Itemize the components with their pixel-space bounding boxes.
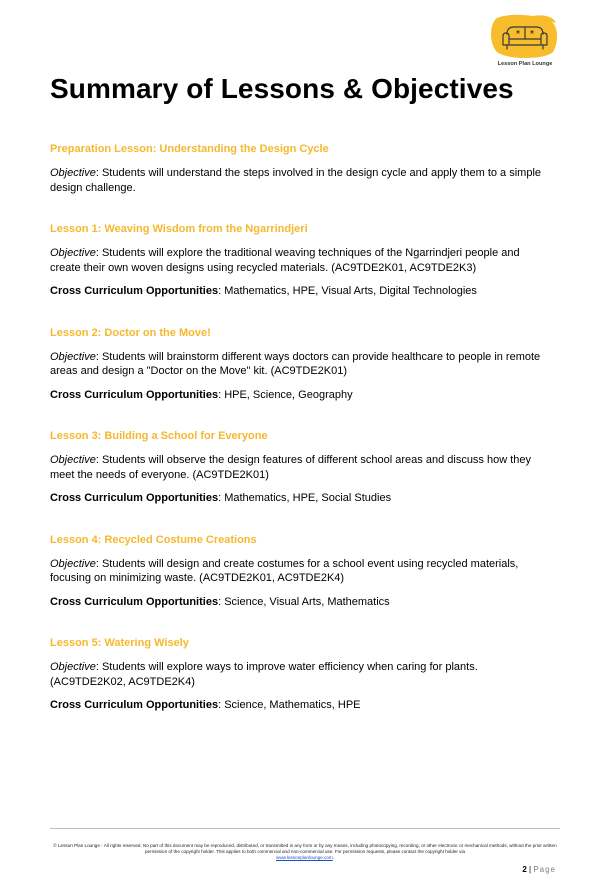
objective-label: Objective [50,247,96,259]
lesson-cross-curriculum [50,698,550,713]
page-title: Summary of Lessons & Objectives [50,73,514,104]
lesson-5 [50,636,550,713]
lesson-4 [50,533,550,610]
cross-curriculum-text: : Science, Mathematics, HPE [218,699,361,711]
objective-label: Objective [50,557,96,570]
cross-curriculum-label: Cross Curriculum Opportunities [50,595,219,608]
cross-curriculum-label: Cross Curriculum Opportunities [50,388,219,401]
cross-curriculum-label: Cross Curriculum Opportunities [50,492,219,504]
lesson-heading: Lesson 3: Building a School for Everyone [50,430,268,442]
objective-text: : Students will explore ways to improve water efficiency when caring for plants. (AC9TDE2K02, AC9TDE2K4) [50,661,478,688]
lessons-list [50,142,550,740]
cross-curriculum-text: : HPE, Science, Geography [218,388,353,401]
lesson-heading: Lesson 1: Weaving Wisdom from the Ngarrindjeri [50,223,308,235]
cross-curriculum-label: Cross Curriculum Opportunities [50,285,219,297]
cross-curriculum-text: : Science, Visual Arts, Mathematics [218,595,390,608]
objective-text: : Students will understand the steps involved in the design cycle and apply them to a simple design challenge. [50,167,542,194]
lesson-1 [50,222,550,299]
lesson-heading: Lesson 2: Doctor on the Move! [50,326,211,339]
page-word: Page [533,865,556,874]
cross-curriculum-label: Cross Curriculum Opportunities [50,699,219,711]
link-suffix: . [332,855,334,860]
lesson-cross-curriculum [50,595,550,610]
lesson-cross-curriculum [50,388,550,403]
footer-copyright [50,843,560,861]
cross-curriculum-text: : Mathematics, HPE, Visual Arts, Digital Technologies [218,285,477,297]
lesson-preparation [50,142,550,195]
objective-text: : Students will explore the traditional weaving techniques of the Ngarrindjeri people and create their own woven designs using recycled materials. (AC9TDE2K01, AC9TDE2K3) [50,247,520,274]
brand-logo [489,14,561,72]
lesson-cross-curriculum [50,491,550,506]
page-number-value: 2 [522,865,527,874]
cross-curriculum-text: : Mathematics, HPE, Social Studies [218,492,392,504]
objective-text: : Students will observe the design features of different school areas and discuss how they meet the needs of everyone. (AC9TDE2K01) [50,454,532,481]
lesson-cross-curriculum [50,284,550,299]
objective-label: Objective [50,661,96,673]
objective-text: : Students will design and create costumes for a school event using recycled materials, focusing on minimizing waste. (AC9TDE2K01, AC9TDE2K4) [50,557,519,584]
lesson-3 [50,429,550,506]
lesson-heading: Lesson 4: Recycled Costume Creations [50,533,257,546]
couch-logo-icon [489,14,561,60]
objective-label: Objective [50,454,96,466]
lesson-2 [50,326,550,403]
lesson-heading: Lesson 5: Watering Wisely [50,637,189,649]
lesson-objective [50,660,550,689]
lesson-objective [50,166,550,195]
objective-text: : Students will brainstorm different ways doctors can provide healthcare to people in remote areas and design a "Doctor on the Move" kit. (AC9TDE2K01) [50,350,541,377]
lesson-objective [50,246,550,275]
logo-text: Lesson Plan Lounge [497,61,553,67]
lesson-objective [50,453,550,482]
page-number [522,865,556,874]
page-separator: | [526,865,534,874]
objective-label: Objective [50,167,96,179]
lesson-heading: Preparation Lesson: Understanding the Design Cycle [50,143,329,155]
footer-divider [50,828,560,829]
website-link[interactable]: www.lessonplanlounge.com [276,855,333,860]
lesson-objective [50,350,550,379]
copyright-text: © Lesson Plan Lounge - All rights reserved. No part of this document may be reproduced, distributed, or transmitted in any form or by any means, including photocopying, recording, or other electronic or mechanical methods, without the prior written permission of the copyright holder. This applies to both commercial and non-commercial use. For permission requests, please contact the copyright holder via [53,843,557,854]
lesson-objective [50,557,550,586]
objective-label: Objective [50,350,96,363]
